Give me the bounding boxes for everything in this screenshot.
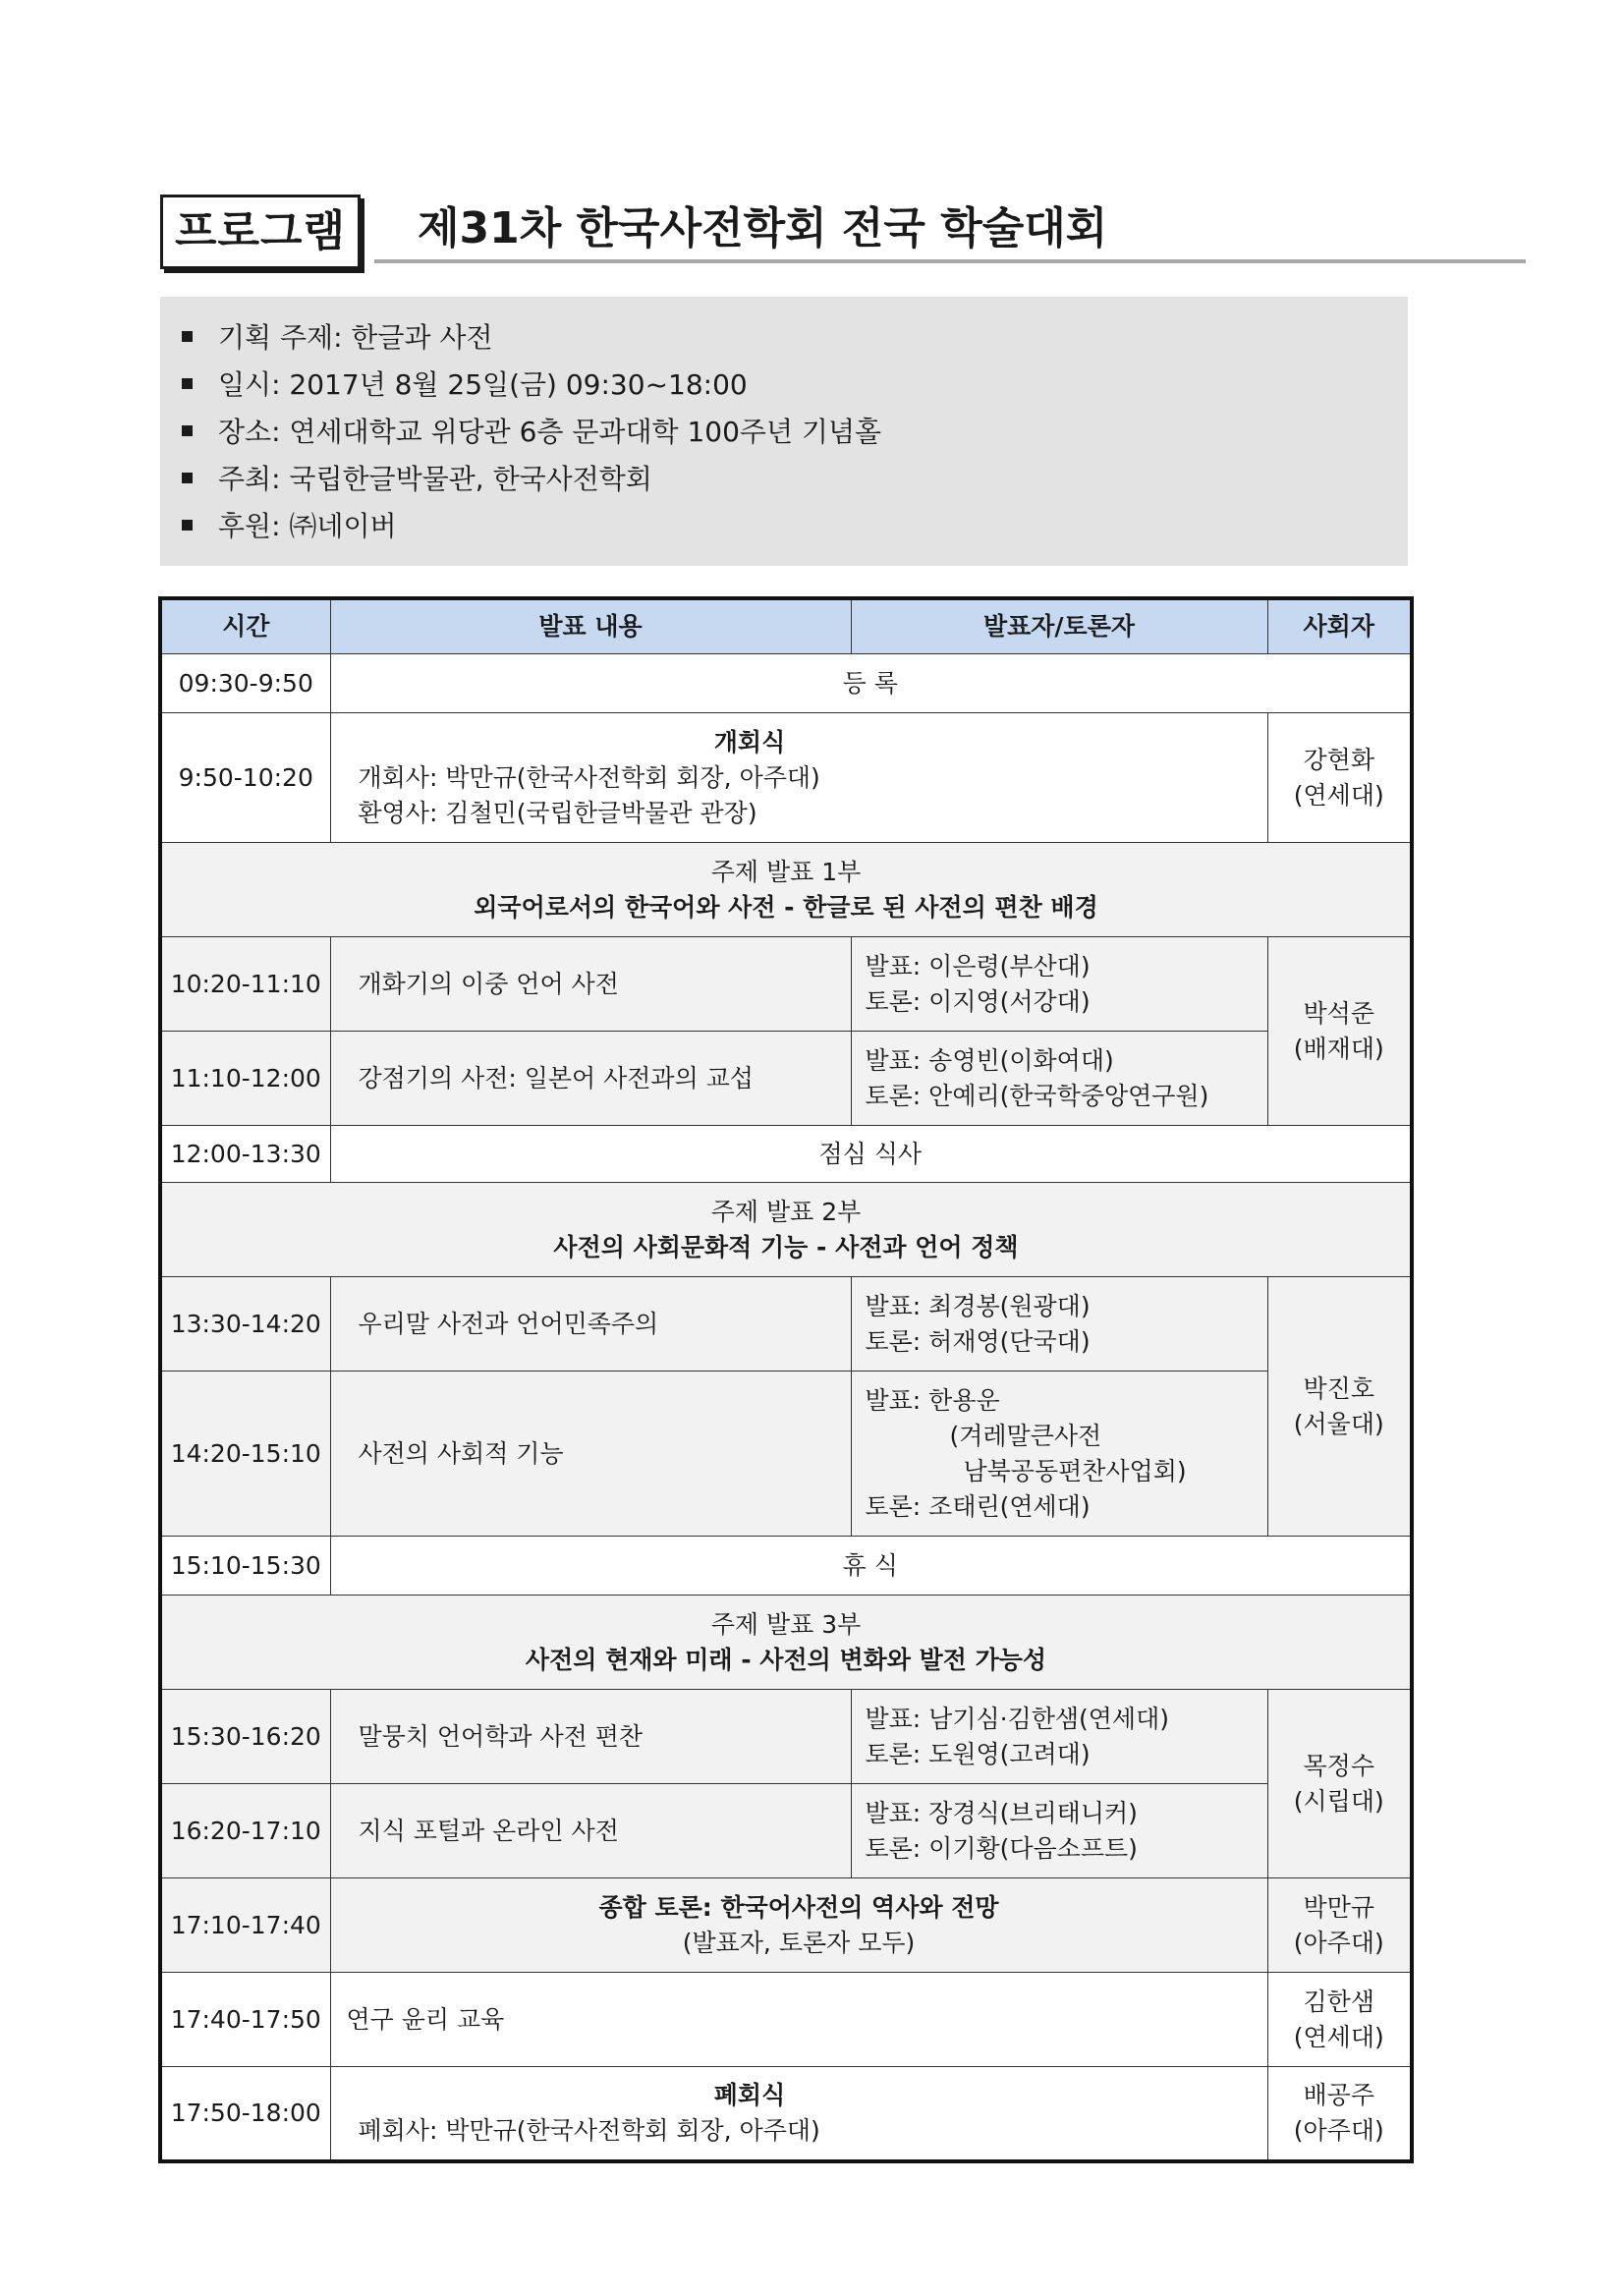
- row-time: 10:20-11:10: [160, 937, 330, 1032]
- info-item-date: 일시: 2017년 8월 25일(금) 09:30~18:00: [182, 362, 1408, 409]
- session-title: 사전의 사회문화적 기능 - 사전과 언어 정책: [553, 1232, 1019, 1261]
- opening-title: 개회식: [713, 727, 786, 756]
- info-item-venue: 장소: 연세대학교 위당관 6층 문과대학 100주년 기념홀: [182, 409, 1408, 456]
- session-label: 주제 발표 2부: [710, 1197, 862, 1226]
- session-header-row: [160, 1183, 1412, 1277]
- table-row: [160, 1973, 1412, 2067]
- speakers-cell: 발표: 최경봉(원광대) 토론: 허재영(단국대): [851, 1277, 1267, 1372]
- title-underline: [374, 259, 1526, 263]
- moderator-cell: 배공주 (아주대): [1267, 2067, 1412, 2161]
- table-row: [160, 1784, 1412, 1878]
- discussion-cell: [330, 1878, 1267, 1973]
- registration-cell: 등 록: [330, 654, 1412, 713]
- speakers-cell: 발표: 송영빈(이화여대) 토론: 안예리(한국학중앙연구원): [851, 1032, 1267, 1126]
- col-header-speakers: 발표자/토론자: [851, 598, 1267, 654]
- table-row: [160, 937, 1412, 1032]
- session2-header: [160, 1183, 1412, 1277]
- talk-topic: 우리말 사전과 언어민족주의: [330, 1277, 851, 1372]
- row-time: 16:20-17:10: [160, 1784, 330, 1878]
- table-header-row: [160, 598, 1412, 654]
- moderator-cell: 박진호 (서울대): [1267, 1277, 1412, 1537]
- session-header-row: [160, 1596, 1412, 1690]
- page-title: 제31차 한국사전학회 전국 학술대회: [418, 203, 1108, 253]
- table-row: [160, 713, 1412, 843]
- row-time: 13:30-14:20: [160, 1277, 330, 1372]
- talk-topic: 지식 포털과 온라인 사전: [330, 1784, 851, 1878]
- event-info-box: [160, 297, 1408, 566]
- table-row: [160, 1032, 1412, 1126]
- closing-cell: [330, 2067, 1267, 2161]
- square-bullet-icon: [182, 331, 193, 342]
- discussion-title: 종합 토론: 한국어사전의 역사와 전망: [598, 1892, 999, 1922]
- ethics-cell: 연구 윤리 교육: [330, 1973, 1267, 2067]
- table-row: [160, 1878, 1412, 1973]
- table-row: [160, 1277, 1412, 1372]
- col-header-moderator: 사회자: [1267, 598, 1412, 654]
- closing-line: 폐회사: 박만규(한국사전학회 회장, 아주대): [358, 2115, 820, 2145]
- col-header-time: 시간: [160, 598, 330, 654]
- moderator-cell: 박석준 (배재대): [1267, 937, 1412, 1126]
- session-label: 주제 발표 1부: [710, 857, 862, 886]
- schedule-table: [158, 596, 1414, 2163]
- row-time: 14:20-15:10: [160, 1372, 330, 1537]
- info-item-sponsor: 후원: ㈜네이버: [182, 503, 1408, 550]
- table-row: [160, 1372, 1412, 1537]
- moderator-cell: 강현화 (연세대): [1267, 713, 1412, 843]
- square-bullet-icon: [182, 520, 193, 531]
- row-time: 15:30-16:20: [160, 1690, 330, 1784]
- row-time: 17:40-17:50: [160, 1973, 330, 2067]
- session-label: 주제 발표 3부: [710, 1609, 862, 1639]
- table-row: [160, 1537, 1412, 1596]
- col-header-content: 발표 내용: [330, 598, 851, 654]
- moderator-cell: 김한샘 (연세대): [1267, 1973, 1412, 2067]
- talk-topic: 사전의 사회적 기능: [330, 1372, 851, 1537]
- page-header: [160, 195, 1526, 269]
- opening-cell: [330, 713, 1267, 843]
- row-time: 17:50-18:00: [160, 2067, 330, 2161]
- session1-header: [160, 843, 1412, 937]
- break-cell: 휴 식: [330, 1537, 1412, 1596]
- session-title: 외국어로서의 한국어와 사전 - 한글로 된 사전의 편찬 배경: [474, 892, 1098, 922]
- program-label: 프로그램: [160, 195, 361, 269]
- info-item-theme: 기획 주제: 한글과 사전: [182, 314, 1408, 362]
- table-row: [160, 654, 1412, 713]
- opening-line: 환영사: 김철민(국립한글박물관 관장): [358, 798, 757, 827]
- speakers-cell: 발표: 이은령(부산대) 토론: 이지영(서강대): [851, 937, 1267, 1032]
- opening-line: 개회사: 박만규(한국사전학회 회장, 아주대): [358, 762, 820, 792]
- row-time: 09:30-9:50: [160, 654, 330, 713]
- moderator-cell: 박만규 (아주대): [1267, 1878, 1412, 1973]
- table-row: [160, 1126, 1412, 1183]
- info-item-host: 주최: 국립한글박물관, 한국사전학회: [182, 456, 1408, 503]
- row-time: 17:10-17:40: [160, 1878, 330, 1973]
- row-time: 9:50-10:20: [160, 713, 330, 843]
- square-bullet-icon: [182, 473, 193, 483]
- talk-topic: 말뭉치 언어학과 사전 편찬: [330, 1690, 851, 1784]
- row-time: 11:10-12:00: [160, 1032, 330, 1126]
- table-row: [160, 2067, 1412, 2161]
- speakers-cell: 발표: 남기심·김한샘(연세대) 토론: 도원영(고려대): [851, 1690, 1267, 1784]
- session-header-row: [160, 843, 1412, 937]
- discussion-sub: (발표자, 토론자 모두): [682, 1928, 916, 1957]
- session-title: 사전의 현재와 미래 - 사전의 변화와 발전 가능성: [525, 1645, 1047, 1674]
- speakers-cell: 발표: 한용운 (겨레말큰사전 남북공동편찬사업회) 토론: 조태린(연세대): [851, 1372, 1267, 1537]
- square-bullet-icon: [182, 378, 193, 389]
- row-time: 12:00-13:30: [160, 1126, 330, 1183]
- table-row: [160, 1690, 1412, 1784]
- closing-title: 폐회식: [713, 2080, 786, 2109]
- speakers-cell: 발표: 장경식(브리태니커) 토론: 이기황(다음소프트): [851, 1784, 1267, 1878]
- moderator-cell: 목정수 (시립대): [1267, 1690, 1412, 1878]
- lunch-cell: 점심 식사: [330, 1126, 1412, 1183]
- row-time: 15:10-15:30: [160, 1537, 330, 1596]
- session3-header: [160, 1596, 1412, 1690]
- talk-topic: 개화기의 이중 언어 사전: [330, 937, 851, 1032]
- talk-topic: 강점기의 사전: 일본어 사전과의 교섭: [330, 1032, 851, 1126]
- square-bullet-icon: [182, 425, 193, 436]
